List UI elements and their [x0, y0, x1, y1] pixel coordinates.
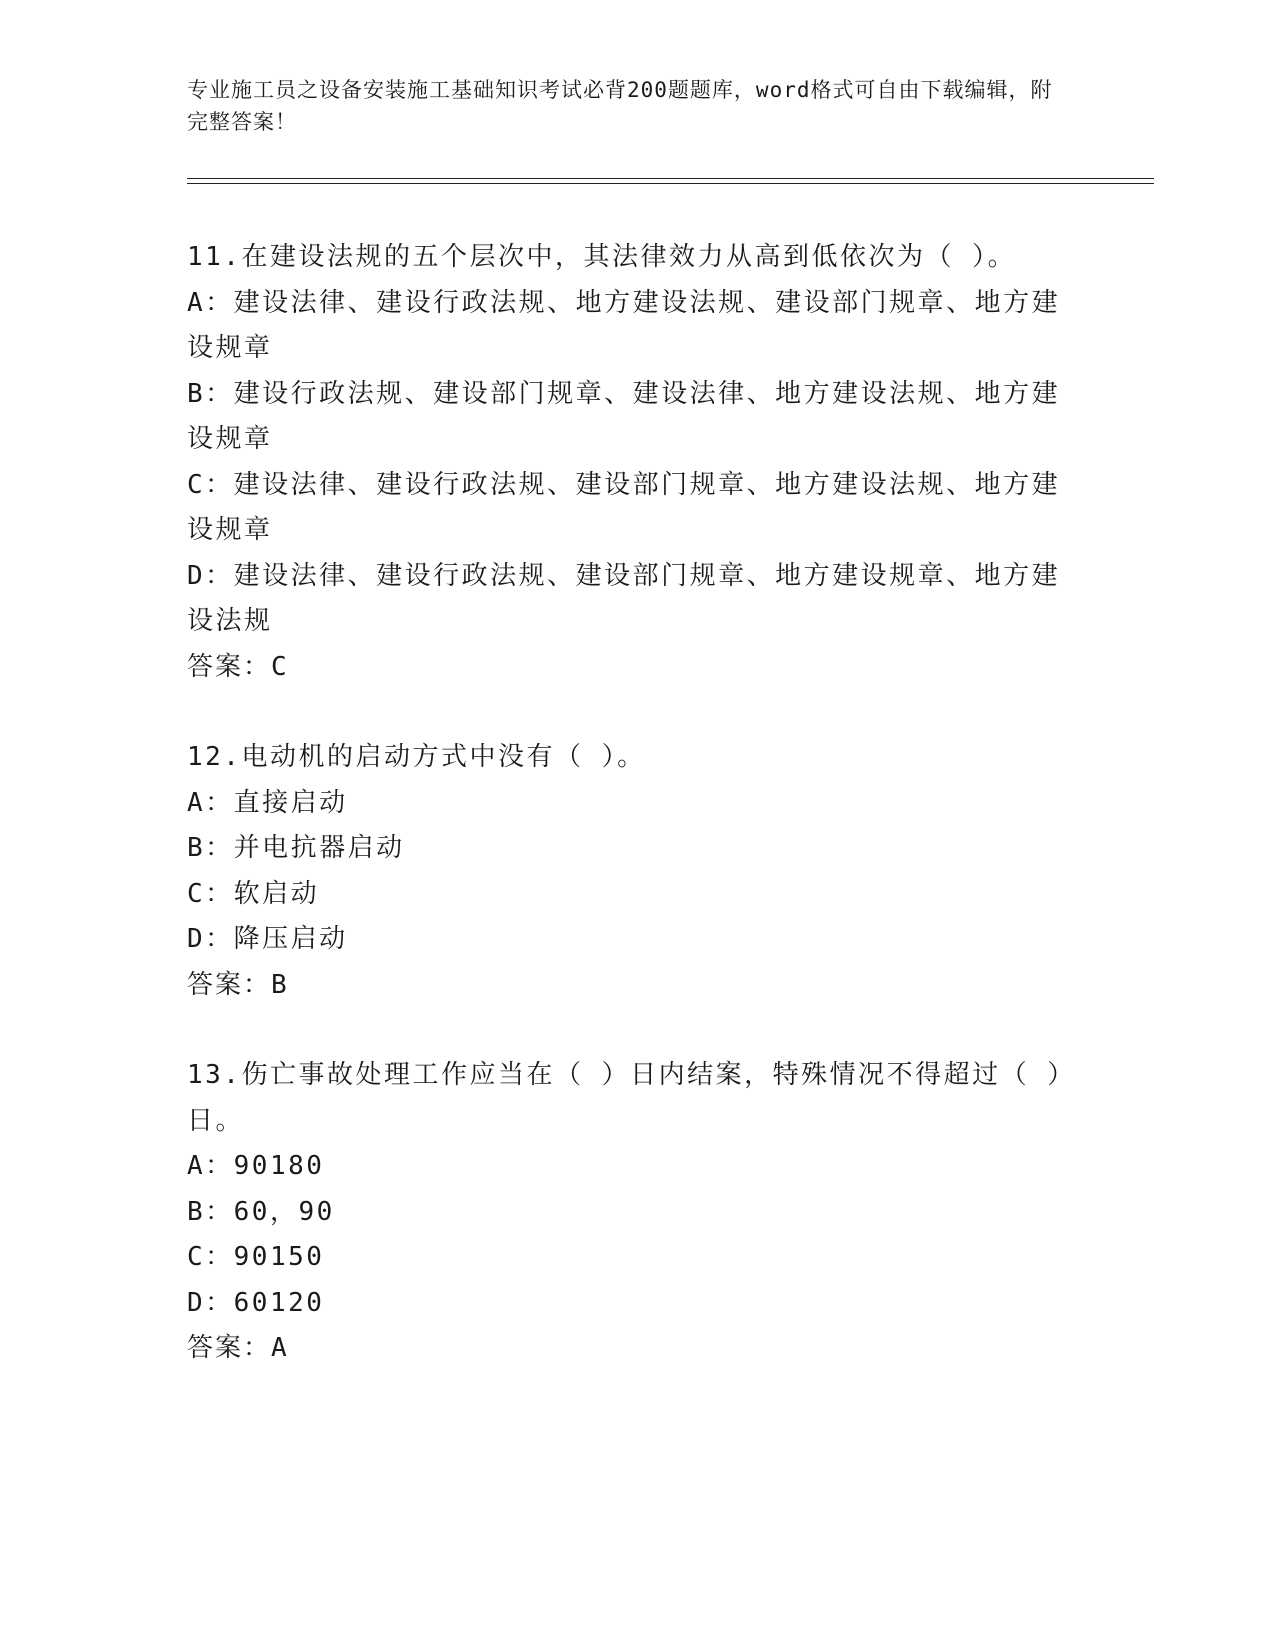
option-a: A：建设法律、建设行政法规、地方建设法规、建设部门规章、地方建设规章: [187, 287, 1061, 363]
answer-line: [187, 963, 1087, 1009]
question-spacer: [187, 690, 1087, 735]
question-stem: 12.电动机的启动方式中没有（ ）。: [187, 742, 646, 772]
header-divider-bottom: [187, 183, 1154, 184]
option-d: D：60120: [187, 1287, 325, 1318]
answer-label: 答案：: [187, 651, 272, 682]
option-d: D：降压启动: [187, 924, 348, 954]
option-c: C：建设法律、建设行政法规、建设部门规章、地方建设法规、地方建设规章: [187, 469, 1061, 545]
question-stem: 13.伤亡事故处理工作应当在（ ）日内结案，特殊情况不得超过（ ）日。: [187, 1060, 1076, 1136]
document-header: [187, 74, 1067, 138]
question-stem: 11.在建设法规的五个层次中，其法律效力从高到低依次为（ ）。: [187, 242, 1017, 272]
answer-line: [187, 1326, 1087, 1372]
answer-value: B: [271, 969, 289, 1000]
question-12: [187, 735, 1087, 1008]
option-b: B：建设行政法规、建设部门规章、建设法律、地方建设法规、地方建设规章: [187, 378, 1061, 454]
option-c: C：90150: [187, 1242, 325, 1272]
option-d: D：建设法律、建设行政法规、建设部门规章、地方建设规章、地方建设法规: [187, 560, 1061, 636]
answer-label: 答案：: [187, 969, 272, 1000]
question-11: [187, 235, 1087, 690]
header-divider-top: [187, 178, 1154, 179]
header-text: 专业施工员之设备安装施工基础知识考试必背200题题库，word格式可自由下载编辑，附完整答案！: [187, 78, 1053, 134]
answer-value: C: [271, 651, 289, 682]
answer-line: [187, 645, 1087, 691]
option-c: C：软启动: [187, 878, 320, 909]
option-b: B：60，90: [187, 1196, 335, 1227]
question-spacer: [187, 1008, 1087, 1053]
option-a: A：直接启动: [187, 787, 348, 818]
option-a: A：90180: [187, 1151, 325, 1181]
option-b: B：并电抗器启动: [187, 833, 405, 863]
answer-label: 答案：: [187, 1333, 272, 1363]
answer-value: A: [271, 1333, 289, 1363]
question-13: [187, 1053, 1087, 1372]
question-list: [187, 235, 1087, 1372]
